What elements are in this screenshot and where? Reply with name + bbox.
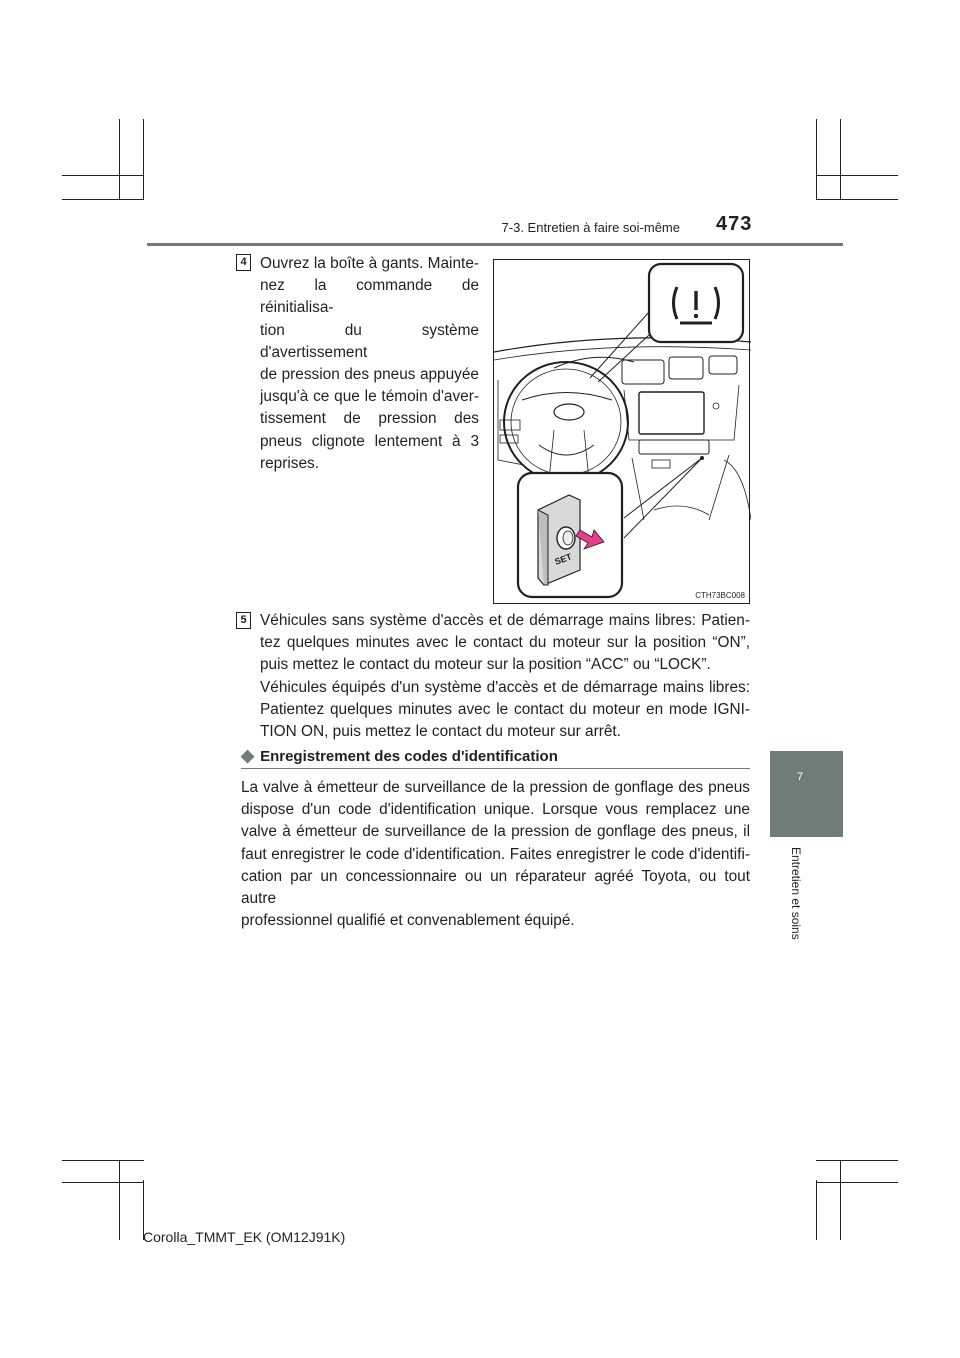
chapter-tab <box>770 751 843 837</box>
step-number-4: 4 <box>236 254 251 271</box>
step-4-text <box>260 253 479 475</box>
chapter-number: 7 <box>797 771 804 783</box>
crop-mark <box>62 175 144 176</box>
text-line: professionnel qualifié et convenablement équipé. <box>241 912 575 930</box>
crop-mark <box>816 1180 817 1240</box>
crop-mark <box>62 199 144 200</box>
crop-mark <box>62 1182 144 1183</box>
crop-mark <box>816 1182 898 1183</box>
set-button-label: SET <box>553 551 574 567</box>
text-line: jusqu'à ce que le témoin d'aver- <box>260 388 479 406</box>
text-line: puis mettez le contact du moteur sur la position “ACC” ou “LOCK”. <box>260 656 711 674</box>
text-line: Véhicules sans système d'accès et de démarrage mains libres: Patien- <box>260 612 750 629</box>
text-line: Véhicules équipés d'un système d'accès et de démarrage mains libres: <box>260 678 750 696</box>
text-line: valve à émetteur de surveillance de la pression de gonflage des pneus, il <box>241 823 750 841</box>
heading-rule <box>241 768 750 769</box>
diamond-bullet-icon: ◆ <box>241 746 255 765</box>
text-line: cation par un concessionnaire ou un réparateur agréé Toyota, ou tout autre <box>241 867 750 908</box>
crop-mark <box>816 175 898 176</box>
text-line: faut enregistrer le code d'identification. Faites enregistrer le code d'identifi- <box>241 845 750 863</box>
crop-mark <box>816 199 898 200</box>
text-line: tez quelques minutes avec le contact du moteur sur la position “ON”, <box>260 634 750 652</box>
text-line: Patientez quelques minutes avec le contact du moteur en mode IGNI- <box>260 700 750 718</box>
dashboard-illustration <box>493 259 750 604</box>
section-body <box>241 777 750 932</box>
chapter-label: Entretien et soins <box>789 847 803 940</box>
section-heading <box>241 746 558 766</box>
text-line: pneus clignote lentement à 3 <box>260 432 479 450</box>
crop-mark <box>840 119 841 199</box>
header-rule <box>147 243 843 246</box>
figure-code: CTH73BC008 <box>695 591 745 600</box>
crop-mark <box>62 1160 144 1161</box>
crop-mark <box>816 1160 898 1161</box>
text-line: nez la commande de réinitialisa- <box>260 277 479 317</box>
text-line: Ouvrez la boîte à gants. Mainte- <box>260 255 480 272</box>
crop-mark <box>840 1160 841 1240</box>
step-5-text <box>260 610 750 743</box>
text-line: tion du système d'avertissement <box>260 321 479 361</box>
text-line: TION ON, puis mettez le contact du moteur sur arrêt. <box>260 723 621 741</box>
crop-mark <box>816 119 817 199</box>
page-number: 473 <box>716 213 753 235</box>
text-line: La valve à émetteur de surveillance de la pression de gonflage des pneus <box>241 779 750 796</box>
text-line: de pression des pneus appuyée <box>260 366 479 384</box>
step-number-5: 5 <box>236 612 251 629</box>
section-heading-text: Enregistrement des codes d'identification <box>260 748 558 765</box>
crop-mark <box>119 119 120 199</box>
section-title: 7-3. Entretien à faire soi-même <box>501 220 680 235</box>
text-line: dispose d'un code d'identification unique. Lorsque vous remplacez une <box>241 801 750 819</box>
text-line: tissement de pression des <box>260 410 479 428</box>
text-line: reprises. <box>260 454 320 472</box>
crop-mark <box>119 1160 120 1240</box>
crop-mark <box>143 119 144 199</box>
footer-text: Corolla_TMMT_EK (OM12J91K) <box>143 1229 346 1245</box>
